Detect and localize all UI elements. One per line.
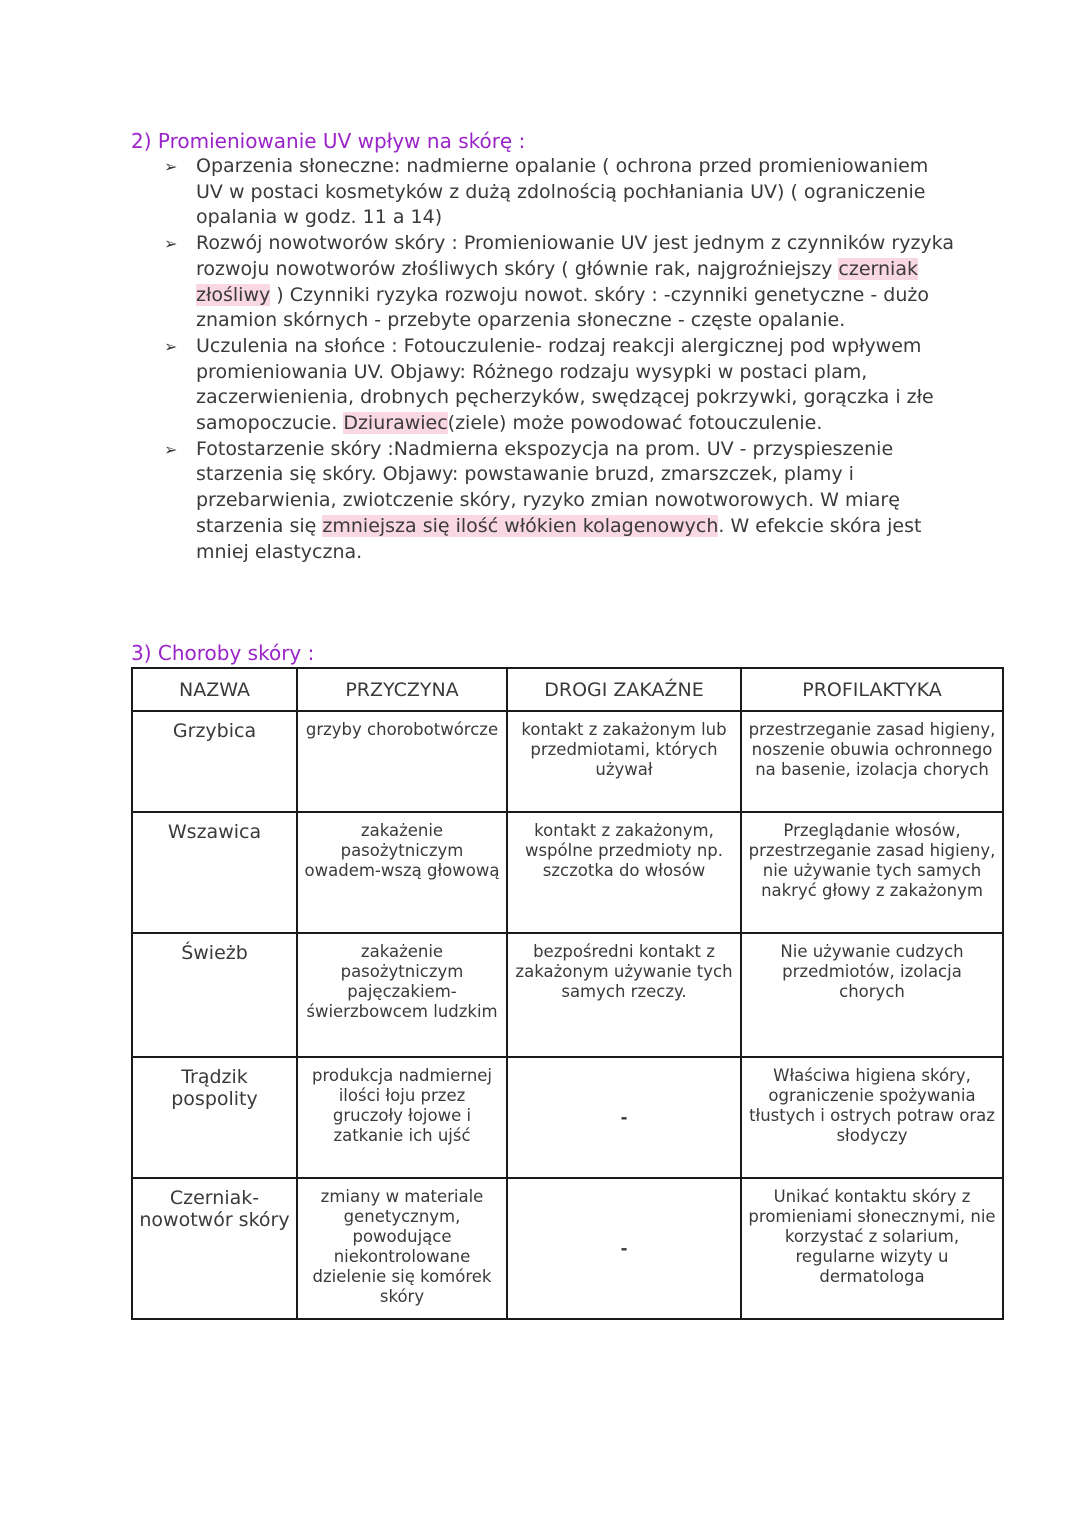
cell-cause: zmiany w materiale genetycznym, powodujące niekontrolowane dzielenie się komórek skóry	[297, 1178, 507, 1319]
column-header-cause: PRZYCZYNA	[297, 668, 507, 711]
arrowhead-bullet-icon: ➢	[164, 157, 178, 176]
column-header-transmission: DROGI ZAKAŹNE	[507, 668, 741, 711]
column-header-prevention: PROFILAKTYKA	[741, 668, 1003, 711]
cell-name: Wszawica	[132, 812, 297, 933]
table-row	[132, 812, 1003, 933]
uv-effects-list	[160, 154, 960, 565]
cell-prevention: Unikać kontaktu skóry z promieniami słonecznymi, nie korzystać z solarium, regularne wizyty u dermatologa	[741, 1178, 1003, 1319]
table-row	[132, 1178, 1003, 1319]
bullet-text: (ziele) może powodować fotouczulenie.	[447, 412, 823, 435]
column-header-name: NAZWA	[132, 668, 297, 711]
cell-transmission: kontakt z zakażonym lub przedmiotami, których używał	[507, 711, 741, 812]
bullet-text: Oparzenia słoneczne: nadmierne opalanie ( ochrona przed promieniowaniem UV w postaci kosmetyków z dużą zdolnością pochłaniania UV) ( ograniczenie opalania w godz. 11 a 14)	[196, 155, 929, 229]
cell-prevention: Przeglądanie włosów, przestrzeganie zasad higieny, nie używanie tych samych nakryć głowy z zakażonym	[741, 812, 1003, 933]
bullet-text: . W efekcie skóra jest mniej elastyczna.	[196, 514, 922, 563]
cell-transmission: -	[507, 1057, 741, 1178]
cell-prevention: Właściwa higiena skóry, ograniczenie spożywania tłustych i ostrych potraw oraz słodyczy	[741, 1057, 1003, 1178]
table-row	[132, 1057, 1003, 1178]
cell-cause: produkcja nadmiernej ilości łoju przez gruczoły łojowe i zatkanie ich ujść	[297, 1057, 507, 1178]
highlighted-text: czerniak złośliwy	[196, 257, 918, 306]
list-item-sun-allergy	[160, 334, 960, 437]
cell-transmission: -	[507, 1178, 741, 1319]
bullet-text: Fotostarzenie skóry :Nadmierna ekspozycja na prom. UV - przyspieszenie starzenia się skóry. Objawy: powstawanie bruzd, zmarszczek, plamy i przebarwienia, zwiotczenie skóry, ryzyko zmian nowotworowych. W miarę starzenia się	[196, 437, 900, 537]
cell-prevention: Nie używanie cudzych przedmiotów, izolacja chorych	[741, 933, 1003, 1057]
cell-cause: zakażenie pasożytniczym pajęczakiem-świerzbowcem ludzkim	[297, 933, 507, 1057]
cell-cause: grzyby chorobotwórcze	[297, 711, 507, 812]
section-heading-skin-diseases: 3) Choroby skóry :	[131, 641, 315, 665]
bullet-text: ) Czynniki ryzyka rozwoju nowot. skóry : -czynniki genetyczne - dużo znamion skórnych - przebyte oparzenia słoneczne - częste opalanie.	[196, 283, 929, 332]
table-row	[132, 711, 1003, 812]
list-item-photoaging	[160, 437, 960, 566]
arrowhead-bullet-icon: ➢	[164, 234, 178, 254]
bullet-text: Rozwój nowotworów skóry : Promieniowanie UV jest jednym z czynników ryzyka rozwoju nowotworów złośliwych skóry ( głównie rak, najgroźniejszy	[196, 232, 954, 280]
table-header-row	[132, 668, 1003, 711]
arrowhead-bullet-icon: ➢	[164, 439, 178, 459]
cell-name: Trądzik pospolity	[132, 1057, 297, 1178]
cell-name: Czerniak-nowotwór skóry	[132, 1178, 297, 1319]
bullet-text: Uczulenia na słońce : Fotouczulenie- rodzaj reakcji alergicznej pod wpływem promieniowania UV. Objawy: Różnego rodzaju wysypki w postaci plam, zaczerwienienia, drobnych pęcherzyków, swędzącej pokrzywki, gorączka i złe samopoczucie.	[196, 334, 934, 435]
table-row	[132, 933, 1003, 1057]
cell-transmission: kontakt z zakażonym, wspólne przedmioty np. szczotka do włosów	[507, 812, 741, 933]
cell-prevention: przestrzeganie zasad higieny, noszenie obuwia ochronnego na basenie, izolacja chorych	[741, 711, 1003, 812]
highlighted-text: Dziurawiec	[343, 412, 448, 435]
list-item-skin-cancer	[160, 231, 960, 334]
list-item-sunburn	[160, 154, 960, 231]
cell-name: Świeżb	[132, 933, 297, 1057]
cell-name: Grzybica	[132, 711, 297, 812]
cell-transmission: bezpośredni kontakt z zakażonym używanie tych samych rzeczy.	[507, 933, 741, 1057]
highlighted-text: zmniejsza się ilość włókien kolagenowych	[322, 514, 719, 537]
cell-cause: zakażenie pasożytniczym owadem-wszą głowową	[297, 812, 507, 933]
section-heading-uv: 2) Promieniowanie UV wpływ na skórę :	[131, 129, 526, 153]
arrowhead-bullet-icon: ➢	[164, 336, 178, 356]
skin-diseases-table	[131, 667, 1004, 1320]
